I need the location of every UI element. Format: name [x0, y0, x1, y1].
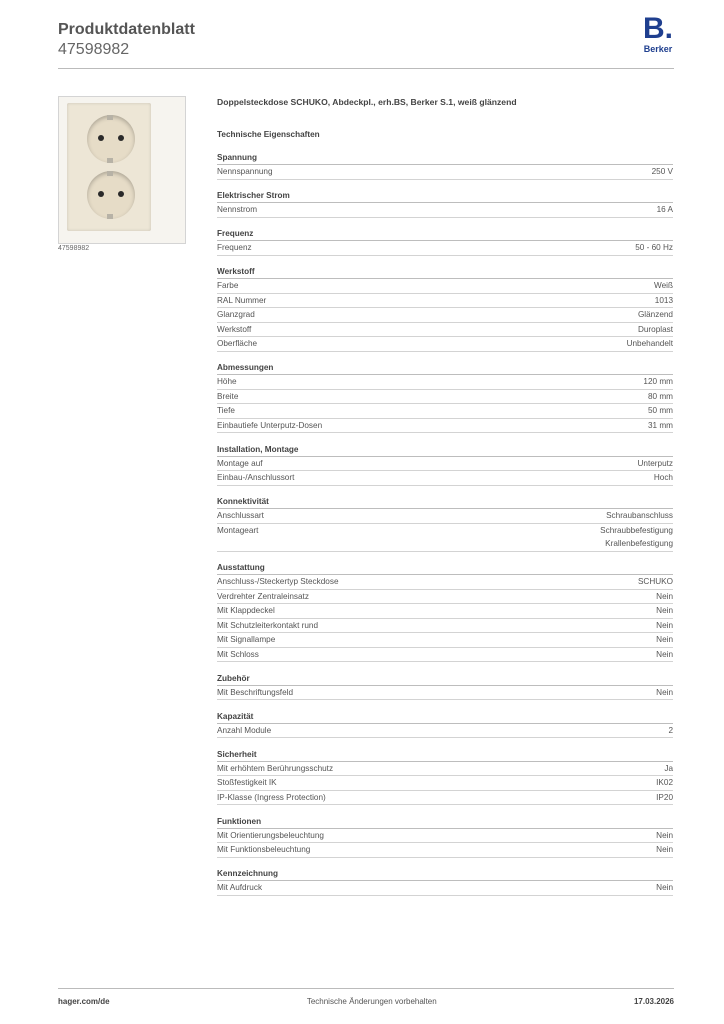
group-title: Konnektivität — [217, 495, 673, 509]
berker-logo — [640, 14, 676, 54]
property-group — [217, 672, 673, 701]
property-group — [217, 748, 673, 806]
property-value: Nein — [656, 606, 673, 615]
group-title: Frequenz — [217, 227, 673, 241]
property-label: Frequenz — [217, 243, 252, 252]
socket-hole — [98, 191, 104, 197]
property-value: Nein — [656, 635, 673, 644]
property-value: 31 mm — [647, 420, 673, 430]
property-value: SCHUKO — [637, 577, 673, 586]
group-title: Funktionen — [217, 815, 673, 829]
property-value: Duroplast — [637, 324, 673, 334]
property-row — [217, 419, 673, 434]
product-title: Doppelsteckdose SCHUKO, Abdeckpl., erh.BS, Berker S.1, weiß glänzend — [217, 97, 517, 107]
logo-name: Berker — [643, 44, 673, 54]
property-row — [217, 648, 673, 663]
property-label: RAL Nummer — [217, 295, 267, 305]
property-value: Nein — [656, 591, 673, 601]
property-value: 2 — [668, 725, 673, 735]
property-group — [217, 710, 673, 739]
property-value: Unterputz — [637, 458, 673, 468]
property-group — [217, 189, 673, 218]
property-value: Schraubanschluss — [606, 511, 673, 520]
header-divider — [58, 68, 674, 69]
property-label: Mit erhöhtem Berührungsschutz — [217, 763, 334, 773]
logo-letter: B. — [643, 12, 673, 45]
property-label: Anschlussart — [217, 511, 264, 520]
property-label: Oberfläche — [217, 339, 258, 348]
property-label: Höhe — [217, 377, 237, 386]
property-row — [217, 776, 673, 791]
property-label: Montageart — [217, 525, 259, 535]
footer-website[interactable]: hager.com/de — [58, 997, 110, 1006]
property-value: Nein — [656, 620, 673, 630]
image-caption: 47598982 — [58, 245, 90, 252]
property-label: Mit Schloss — [217, 649, 259, 659]
property-label: Werkstoff — [217, 324, 252, 334]
property-label: Mit Beschriftungsfeld — [217, 687, 293, 697]
property-row — [217, 457, 673, 472]
property-value: 16 A — [656, 205, 673, 214]
property-row — [217, 308, 673, 323]
property-value: 250 V — [651, 167, 673, 176]
property-group — [217, 867, 673, 896]
property-value: Glänzend — [637, 310, 673, 319]
property-group — [217, 227, 673, 256]
group-title: Sicherheit — [217, 748, 673, 762]
earth-clip — [107, 171, 113, 176]
group-title: Kennzeichnung — [217, 867, 673, 881]
footer-notice: Technische Änderungen vorbehalten — [306, 997, 437, 1006]
group-title: Werkstoff — [217, 265, 673, 279]
property-value: Schraubbefestigung Krallenbefestigung — [600, 525, 673, 548]
property-row — [217, 375, 673, 390]
property-row — [217, 843, 673, 858]
property-row — [217, 241, 673, 256]
property-value: 80 mm — [647, 391, 673, 401]
property-row — [217, 294, 673, 309]
property-value: Weiß — [654, 281, 673, 290]
property-label: Mit Signallampe — [217, 635, 276, 644]
footer-date: 17.03.2026 — [633, 997, 674, 1006]
property-label: IP-Klasse (Ingress Protection) — [217, 792, 326, 802]
property-value: Nein — [656, 830, 673, 840]
footer-divider — [58, 988, 674, 989]
property-groups — [217, 151, 673, 896]
property-label: Tiefe — [217, 406, 235, 415]
property-row — [217, 791, 673, 806]
property-value: 50 - 60 Hz — [635, 243, 673, 252]
property-row — [217, 829, 673, 844]
document-title: Produktdatenblatt — [58, 21, 195, 38]
property-group — [217, 265, 673, 352]
property-label: Nennspannung — [217, 167, 273, 176]
property-value: Nein — [656, 687, 673, 697]
property-group — [217, 561, 673, 662]
property-value: Nein — [656, 883, 673, 892]
group-title: Spannung — [217, 151, 673, 165]
property-row — [217, 279, 673, 294]
property-value: 1013 — [654, 295, 673, 305]
property-row — [217, 686, 673, 701]
property-label: Verdrehter Zentraleinsatz — [217, 591, 309, 601]
property-label: Einbautiefe Unterputz-Dosen — [217, 420, 323, 430]
socket-outlet-bottom — [87, 171, 135, 219]
socket-hole — [118, 135, 124, 141]
property-label: Mit Aufdruck — [217, 883, 263, 892]
section-heading: Technische Eigenschaften — [217, 130, 320, 139]
property-label: Anzahl Module — [217, 725, 272, 735]
property-value: IK02 — [656, 778, 673, 787]
property-row — [217, 471, 673, 486]
property-label: Stoßfestigkeit IK — [217, 778, 277, 787]
socket-hole — [98, 135, 104, 141]
property-row — [217, 165, 673, 180]
group-title: Ausstattung — [217, 561, 673, 575]
group-title: Abmessungen — [217, 361, 673, 375]
property-group — [217, 361, 673, 433]
property-label: Anschluss-/Steckertyp Steckdose — [217, 577, 339, 586]
socket-plate — [67, 103, 151, 231]
property-label: Glanzgrad — [217, 310, 255, 319]
group-title: Installation, Montage — [217, 443, 673, 457]
property-value: Nein — [656, 649, 673, 659]
property-row — [217, 323, 673, 338]
product-image — [58, 96, 186, 244]
group-title: Kapazität — [217, 710, 673, 724]
property-row — [217, 604, 673, 619]
group-title: Elektrischer Strom — [217, 189, 673, 203]
property-row — [217, 881, 673, 896]
property-row — [217, 390, 673, 405]
document-footer — [58, 997, 674, 1006]
property-row — [217, 590, 673, 605]
property-label: Mit Schutzleiterkontakt rund — [217, 620, 319, 630]
property-row — [217, 509, 673, 524]
property-label: Nennstrom — [217, 205, 258, 214]
property-group — [217, 815, 673, 858]
property-value: 120 mm — [643, 377, 673, 386]
property-label: Mit Orientierungsbeleuchtung — [217, 830, 324, 840]
group-title: Zubehör — [217, 672, 673, 686]
document-header — [58, 20, 195, 60]
socket-outlet-top — [87, 115, 135, 163]
property-value: IP20 — [656, 792, 673, 802]
property-value: Unbehandelt — [626, 339, 673, 348]
property-row — [217, 203, 673, 218]
property-label: Einbau-/Anschlussort — [217, 473, 295, 482]
property-label: Montage auf — [217, 458, 263, 468]
property-value: 50 mm — [647, 406, 673, 415]
property-row — [217, 619, 673, 634]
property-value: Hoch — [653, 473, 673, 482]
property-label: Farbe — [217, 281, 239, 290]
earth-clip — [107, 158, 113, 163]
property-group — [217, 443, 673, 486]
property-row — [217, 404, 673, 419]
property-label: Mit Funktionsbeleuchtung — [217, 845, 311, 854]
property-row — [217, 762, 673, 777]
earth-clip — [107, 115, 113, 120]
property-row — [217, 633, 673, 648]
property-row — [217, 337, 673, 352]
document-number: 47598982 — [58, 41, 130, 58]
property-row — [217, 724, 673, 739]
property-group — [217, 151, 673, 180]
product-details — [217, 96, 673, 905]
property-row — [217, 575, 673, 590]
property-value: Ja — [664, 763, 673, 773]
property-label: Mit Klappdeckel — [217, 606, 275, 615]
property-row — [217, 524, 673, 552]
property-group — [217, 495, 673, 552]
earth-clip — [107, 214, 113, 219]
property-label: Breite — [217, 391, 239, 401]
socket-hole — [118, 191, 124, 197]
property-value: Nein — [656, 845, 673, 854]
